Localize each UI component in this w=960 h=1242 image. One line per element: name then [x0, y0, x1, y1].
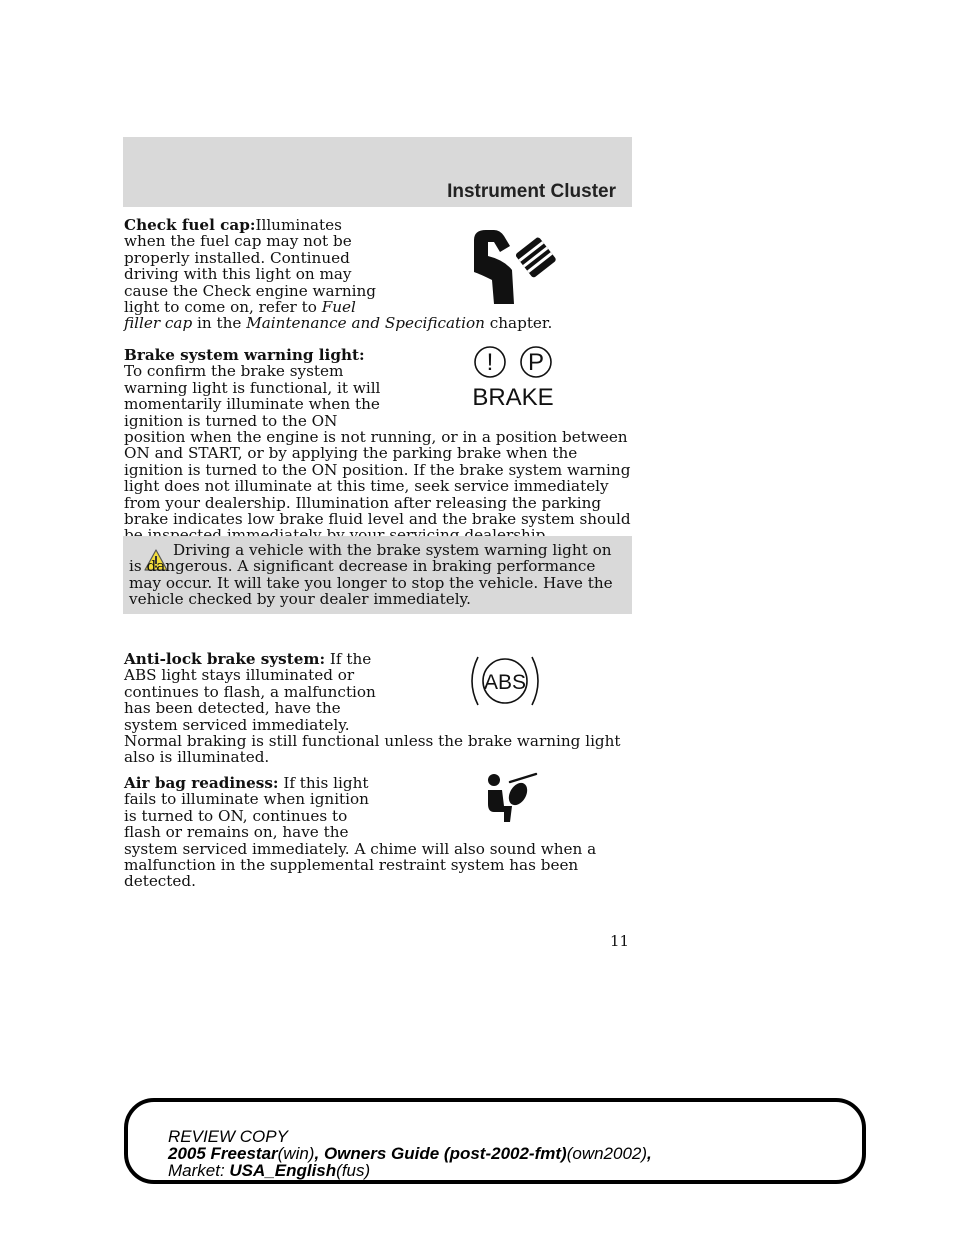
brake-icon-p: P [527, 349, 545, 376]
page-number: 11 [610, 932, 630, 950]
review-model-line: 2005 Freestar(win), Owners Guide (post-2002-fmt)(own2002), [168, 1144, 652, 1163]
brake-icon-exclamation: ! [486, 349, 494, 376]
review-market-line: Market: USA_English(fus) [168, 1161, 371, 1180]
abs-icon-label: ABS [483, 671, 527, 694]
abs-icon [466, 649, 544, 713]
fuel-cap-lead: Check fuel cap: [124, 216, 256, 234]
brake-icon-label: BRAKE [472, 384, 554, 410]
abs-paragraph: Anti-lock brake system: If the ABS light stays illuminated or continues to flash, a malfunction has been detected, have the system serviced immediately. Normal braking is still functional unless the brake warning light also is illuminated. [124, 650, 621, 767]
airbag-icon [480, 772, 538, 824]
airbag-paragraph: Air bag readiness: If this light fails to illuminate when ignition is turned to ON, continues to flash or remains on, have the system serviced immediately. A chime will also sound when a malfunction in the supplemental restraint system has been detected. [124, 774, 597, 891]
review-copy-label: REVIEW COPY [168, 1127, 288, 1146]
airbag-lead: Air bag readiness: [124, 774, 279, 792]
fuel-cap-paragraph: Check fuel cap:Illuminates when the fuel cap may not be properly installed. Continued driving with this light on may cause the Check engine warning light to come on, refer to Fuel filler cap in the Maintenance and Specification chapter. [124, 216, 553, 333]
brake-paragraph: Brake system warning light: To confirm the brake system warning light is functional, it will momentarily illuminate when the ignition is turned to the ON position when the engine is not running, or in a position between ON and START, or by applying the parking brake when the ignition is turned to the ON position. If the brake system warning light does not illuminate at this time, seek service immediately from your dealership. Illumination after releasing the parking brake indicates low brake fluid level and the brake system should [124, 346, 631, 529]
chapter-title: Instrument Cluster [447, 181, 616, 202]
fuel-filler-cap-ref: Fuel filler cap [124, 298, 356, 333]
brake-lead: Brake system warning light: [124, 346, 365, 364]
abs-lead: Anti-lock brake system: [124, 650, 326, 668]
warning-text: Driving a vehicle with the brake system warning light on is dangerous. A significant decrease in braking performance may occur. It will take you longer to stop the vehicle. Have the vehicle checked by your dealer immediately. [129, 541, 613, 609]
warning-notice [123, 536, 632, 614]
fuel-cap-icon [466, 226, 562, 306]
chapter-ref: Maintenance and Specification [246, 314, 485, 333]
chapter-header [123, 137, 632, 207]
brake-warning-icon [466, 344, 560, 410]
review-copy-box [124, 1098, 866, 1184]
